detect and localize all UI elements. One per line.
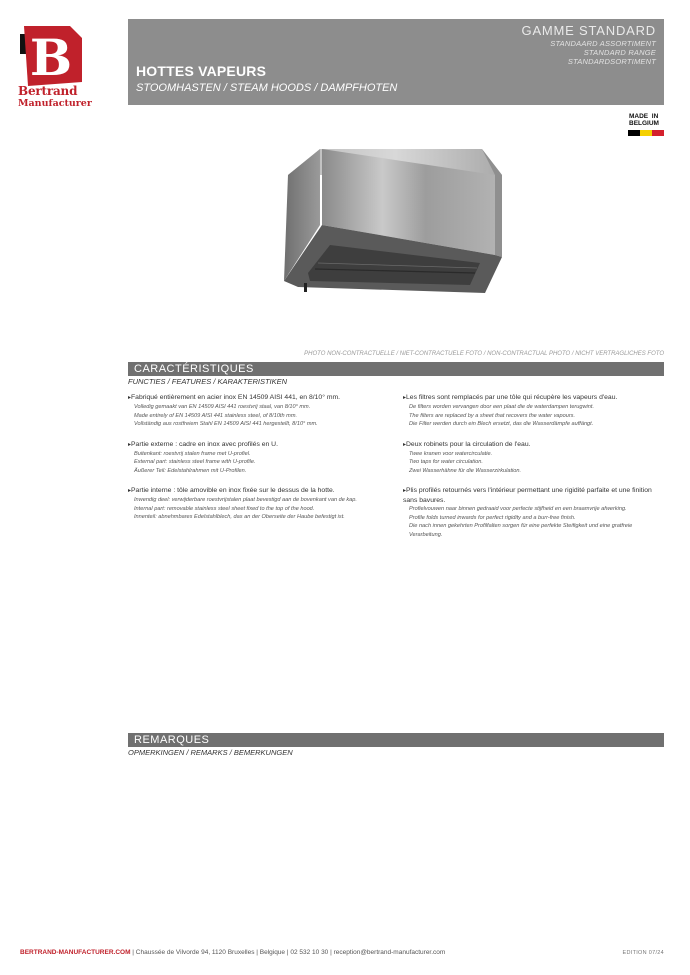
feature-translation: Internal part: removable stainless steel sheet fixed to the top of the hood. bbox=[134, 505, 315, 512]
feature-translation: Zwei Wasserhähne für die Wasserzirkulation. bbox=[409, 467, 522, 474]
range-title: GAMME STANDARD bbox=[521, 23, 656, 38]
footer-address: | Chaussée de Vilvorde 94, 1120 Bruxelles | Belgique | 02 532 10 30 | reception@bertrand-manufacturer.com bbox=[130, 949, 446, 956]
feature-translation: Die Filter werden durch ein Blech ersetzt, das die Wasserdämpfe auffängt. bbox=[409, 421, 594, 427]
remarks-subheading: OPMERKINGEN / REMARKS / BEMERKUNGEN bbox=[128, 748, 293, 757]
brand-sub: Manufacturer bbox=[18, 98, 92, 109]
feature-translation: External part: stainless steel frame with U-profile. bbox=[134, 459, 256, 465]
feature-text: ▸ Partie interne : tôle amovible en inox fixée sur le dessus de la hotte. bbox=[128, 486, 368, 496]
feature-item bbox=[128, 486, 368, 522]
flag-stripe bbox=[640, 130, 652, 136]
flag-stripe bbox=[628, 130, 640, 136]
brand-letter: B bbox=[29, 28, 73, 86]
feature-item bbox=[403, 440, 665, 476]
footer-website-link[interactable]: BERTRAND-MANUFACTURER.COM bbox=[20, 949, 131, 956]
feature-translation: Profielvouwen naar binnen gedraaid voor perfecte stijfheid en een braamvrije afwerking. bbox=[409, 506, 627, 512]
feature-translation: Die nach innen gekehrten Profilfalten sorgen für eine perfekte Steifigkeit und eine gratfreie Verarbeitung. bbox=[409, 523, 633, 538]
brand-logo-icon bbox=[18, 26, 82, 86]
footer bbox=[20, 949, 445, 956]
feature-item bbox=[403, 486, 665, 539]
feature-text: ▸ Deux robinets pour la circulation de l'eau. bbox=[403, 440, 665, 450]
remarks-section-bar bbox=[128, 733, 664, 747]
feature-translation: Twee kranen voor watercirculatie. bbox=[409, 450, 493, 457]
range-translation: STANDARD RANGE bbox=[583, 48, 656, 57]
feature-translation: Äußerer Teil: Edelstahlrahmen mit U-Profilen. bbox=[134, 467, 247, 474]
feature-translation: Buitenkant: roestvrij stalen frame met U-profiel. bbox=[134, 450, 251, 457]
range-translation: STANDAARD ASSORTIMENT bbox=[550, 39, 656, 48]
feature-translation: Innenteil: abnehmbares Edelstahlblech, das an der Oberseite der Haube befestigt ist. bbox=[134, 514, 345, 520]
header-band bbox=[128, 19, 664, 105]
product-subtitle: STOOMHASTEN / STEAM HOODS / DAMPFHOTEN bbox=[136, 82, 398, 94]
feature-translation: Made entirely of EN 14509 AISI 441 stainless steel, of 8/10th mm. bbox=[134, 412, 298, 419]
country-label: BELGIUM bbox=[629, 120, 659, 127]
feature-translation: Volledig gemaakt van EN 14509 AISI 441 roestvrij staal, van 8/10° mm. bbox=[134, 404, 311, 410]
feature-translation: The filters are replaced by a sheet that recovers the water vapours. bbox=[409, 412, 576, 419]
made-label: MADE bbox=[629, 113, 649, 120]
remarks-heading: REMARQUES bbox=[134, 734, 210, 746]
feature-translation: Profile folds turned inwards for perfect rigidity and a burr-free finish. bbox=[409, 514, 576, 521]
features-subheading: FUNCTIES / FEATURES / KARAKTERISTIKEN bbox=[128, 377, 288, 386]
brand-name: Bertrand bbox=[18, 84, 78, 98]
product-title: HOTTES VAPEURS bbox=[136, 63, 267, 79]
feature-item bbox=[403, 393, 665, 429]
features-right-column bbox=[403, 393, 665, 550]
feature-text: ▸ Fabriqué entièrement en acier inox EN 14509 AISI 441, en 8/10° mm. bbox=[128, 393, 368, 403]
feature-text: ▸ Partie externe : cadre en inox avec profilés en U. bbox=[128, 440, 368, 450]
in-label: IN bbox=[651, 113, 659, 120]
steam-hood-image bbox=[270, 145, 530, 300]
range-translation: STANDARDSORTIMENT bbox=[567, 57, 656, 66]
feature-translation: De filters worden vervangen door een plaat die de waterdampen terugwint. bbox=[409, 404, 595, 410]
edition-label: EDITION 07/24 bbox=[622, 950, 664, 956]
belgium-flag-icon bbox=[628, 130, 664, 136]
feature-text: ▸ Les filtres sont remplacés par une tôle qui récupère les vapeurs d'eau. bbox=[403, 393, 665, 403]
features-left-column bbox=[128, 393, 368, 533]
features-heading: CARACTÉRISTIQUES bbox=[134, 363, 254, 375]
feature-text: ▸ Plis profilés retournés vers l'intérieur permettant une rigidité parfaite et une finition sans bavures. bbox=[403, 486, 665, 505]
made-in-text bbox=[629, 113, 659, 127]
made-in-belgium-badge bbox=[628, 113, 666, 137]
photo-disclaimer: PHOTO NON-CONTRACTUELLE / NIET-CONTRACTUELE FOTO / NON-CONTRACTUAL PHOTO / NICHT VERTRAGLICHES FOTO bbox=[304, 351, 664, 357]
feature-item bbox=[128, 440, 368, 476]
brand-logo bbox=[18, 26, 92, 109]
features-section-bar bbox=[128, 362, 664, 376]
flag-stripe bbox=[652, 130, 664, 136]
feature-translation: Vollständig aus rostfreiem Stahl EN 14509 AISI 441 hergestellt, 8/10° mm. bbox=[134, 421, 318, 427]
feature-translation: Inwendig deel: verwijderbare roestvrijstalen plaat bevestigd aan de bovenkant van de kap. bbox=[134, 497, 357, 503]
feature-translation: Two taps for water circulation. bbox=[409, 459, 483, 465]
feature-item bbox=[128, 393, 368, 429]
